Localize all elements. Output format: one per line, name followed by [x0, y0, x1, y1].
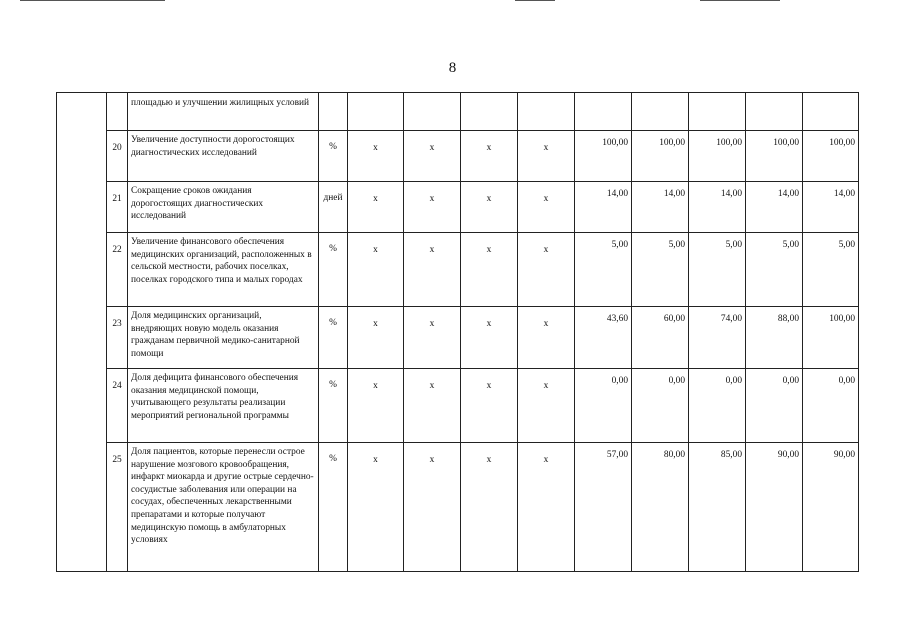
value-cell: 100,00: [632, 131, 689, 182]
unit-cell: %: [319, 443, 348, 572]
value-cell: 5,00: [575, 233, 632, 307]
value-cell: 80,00: [632, 443, 689, 572]
value-cell: 0,00: [803, 369, 859, 443]
row-number-cell: 25: [107, 443, 128, 572]
x-mark-cell: х: [348, 131, 404, 182]
value-cell: 85,00: [689, 443, 746, 572]
value-cell: 43,60: [575, 307, 632, 369]
empty-cell: [404, 93, 461, 131]
value-cell: 14,00: [746, 182, 803, 233]
x-mark-cell: х: [348, 443, 404, 572]
x-mark-cell: х: [404, 369, 461, 443]
empty-cell: [803, 93, 859, 131]
value-cell: 100,00: [575, 131, 632, 182]
row-name-cell: Доля медицинских организаций, внедряющих новую модель оказания гражданам первичной медико-санитарной помощи: [128, 307, 319, 369]
x-mark-cell: х: [461, 307, 518, 369]
row-name-cell: площадью и улучшении жилищных условий: [128, 93, 319, 131]
indicators-table: [56, 92, 859, 572]
value-cell: 0,00: [632, 369, 689, 443]
x-mark-cell: х: [348, 182, 404, 233]
value-cell: 0,00: [746, 369, 803, 443]
row-name-cell: Увеличение финансового обеспечения медицинских организаций, расположенных в сельской местности, рабочих поселках, поселках городского типа и малых городах: [128, 233, 319, 307]
x-mark-cell: х: [348, 233, 404, 307]
empty-cell: [689, 93, 746, 131]
x-mark-cell: х: [404, 443, 461, 572]
x-mark-cell: х: [404, 131, 461, 182]
table-row: [57, 182, 859, 233]
unit-cell: [319, 93, 348, 131]
page-number: 8: [448, 60, 457, 76]
value-cell: 100,00: [803, 131, 859, 182]
empty-cell: [461, 93, 518, 131]
value-cell: 57,00: [575, 443, 632, 572]
row-name-cell: Доля дефицита финансового обеспечения оказания медицинской помощи, учитывающего результаты реализации мероприятий региональной программы: [128, 369, 319, 443]
value-cell: 90,00: [746, 443, 803, 572]
value-cell: 5,00: [689, 233, 746, 307]
empty-cell: [746, 93, 803, 131]
empty-cell: [632, 93, 689, 131]
x-mark-cell: х: [518, 233, 575, 307]
value-cell: 100,00: [746, 131, 803, 182]
table-row: [57, 233, 859, 307]
value-cell: 60,00: [632, 307, 689, 369]
unit-cell: %: [319, 233, 348, 307]
x-mark-cell: х: [404, 233, 461, 307]
row-number-cell: 24: [107, 369, 128, 443]
empty-cell: [518, 93, 575, 131]
x-mark-cell: х: [461, 369, 518, 443]
scan-edge-line: [700, 0, 780, 1]
table-row-continuation: [57, 93, 859, 131]
value-cell: 14,00: [689, 182, 746, 233]
unit-cell: %: [319, 307, 348, 369]
value-cell: 100,00: [803, 307, 859, 369]
unit-cell: %: [319, 369, 348, 443]
x-mark-cell: х: [461, 131, 518, 182]
row-number-cell: 22: [107, 233, 128, 307]
value-cell: 100,00: [689, 131, 746, 182]
row-name-cell: Сокращение сроков ожидания дорогостоящих диагностических исследований: [128, 182, 319, 233]
section-cell: [57, 93, 107, 572]
value-cell: 5,00: [746, 233, 803, 307]
table-row: [57, 369, 859, 443]
row-name-cell: Увеличение доступности дорогостоящих диагностических исследований: [128, 131, 319, 182]
value-cell: 74,00: [689, 307, 746, 369]
x-mark-cell: х: [348, 369, 404, 443]
x-mark-cell: х: [518, 182, 575, 233]
row-number-cell: 23: [107, 307, 128, 369]
x-mark-cell: х: [404, 307, 461, 369]
value-cell: 14,00: [803, 182, 859, 233]
table-row: [57, 443, 859, 572]
x-mark-cell: х: [461, 182, 518, 233]
x-mark-cell: х: [404, 182, 461, 233]
value-cell: 14,00: [575, 182, 632, 233]
empty-cell: [348, 93, 404, 131]
value-cell: 14,00: [632, 182, 689, 233]
value-cell: 0,00: [689, 369, 746, 443]
value-cell: 0,00: [575, 369, 632, 443]
value-cell: 5,00: [803, 233, 859, 307]
value-cell: 5,00: [632, 233, 689, 307]
table-row: [57, 307, 859, 369]
scan-edge-line: [515, 0, 555, 1]
x-mark-cell: х: [348, 307, 404, 369]
x-mark-cell: х: [461, 443, 518, 572]
unit-cell: дней: [319, 182, 348, 233]
row-number-cell: [107, 93, 128, 131]
x-mark-cell: х: [461, 233, 518, 307]
value-cell: 88,00: [746, 307, 803, 369]
scan-edge-line: [20, 0, 165, 1]
row-number-cell: 21: [107, 182, 128, 233]
value-cell: 90,00: [803, 443, 859, 572]
x-mark-cell: х: [518, 307, 575, 369]
x-mark-cell: х: [518, 443, 575, 572]
row-number-cell: 20: [107, 131, 128, 182]
row-name-cell: Доля пациентов, которые перенесли острое нарушение мозгового кровообращения, инфаркт миокарда и другие острые сердечно-сосудистые заболевания или операции на сосудах, обеспеченных лекарственными препаратами и которые получают медицинскую помощь в амбулаторных условиях: [128, 443, 319, 572]
x-mark-cell: х: [518, 369, 575, 443]
unit-cell: %: [319, 131, 348, 182]
x-mark-cell: х: [518, 131, 575, 182]
empty-cell: [575, 93, 632, 131]
table-row: [57, 131, 859, 182]
